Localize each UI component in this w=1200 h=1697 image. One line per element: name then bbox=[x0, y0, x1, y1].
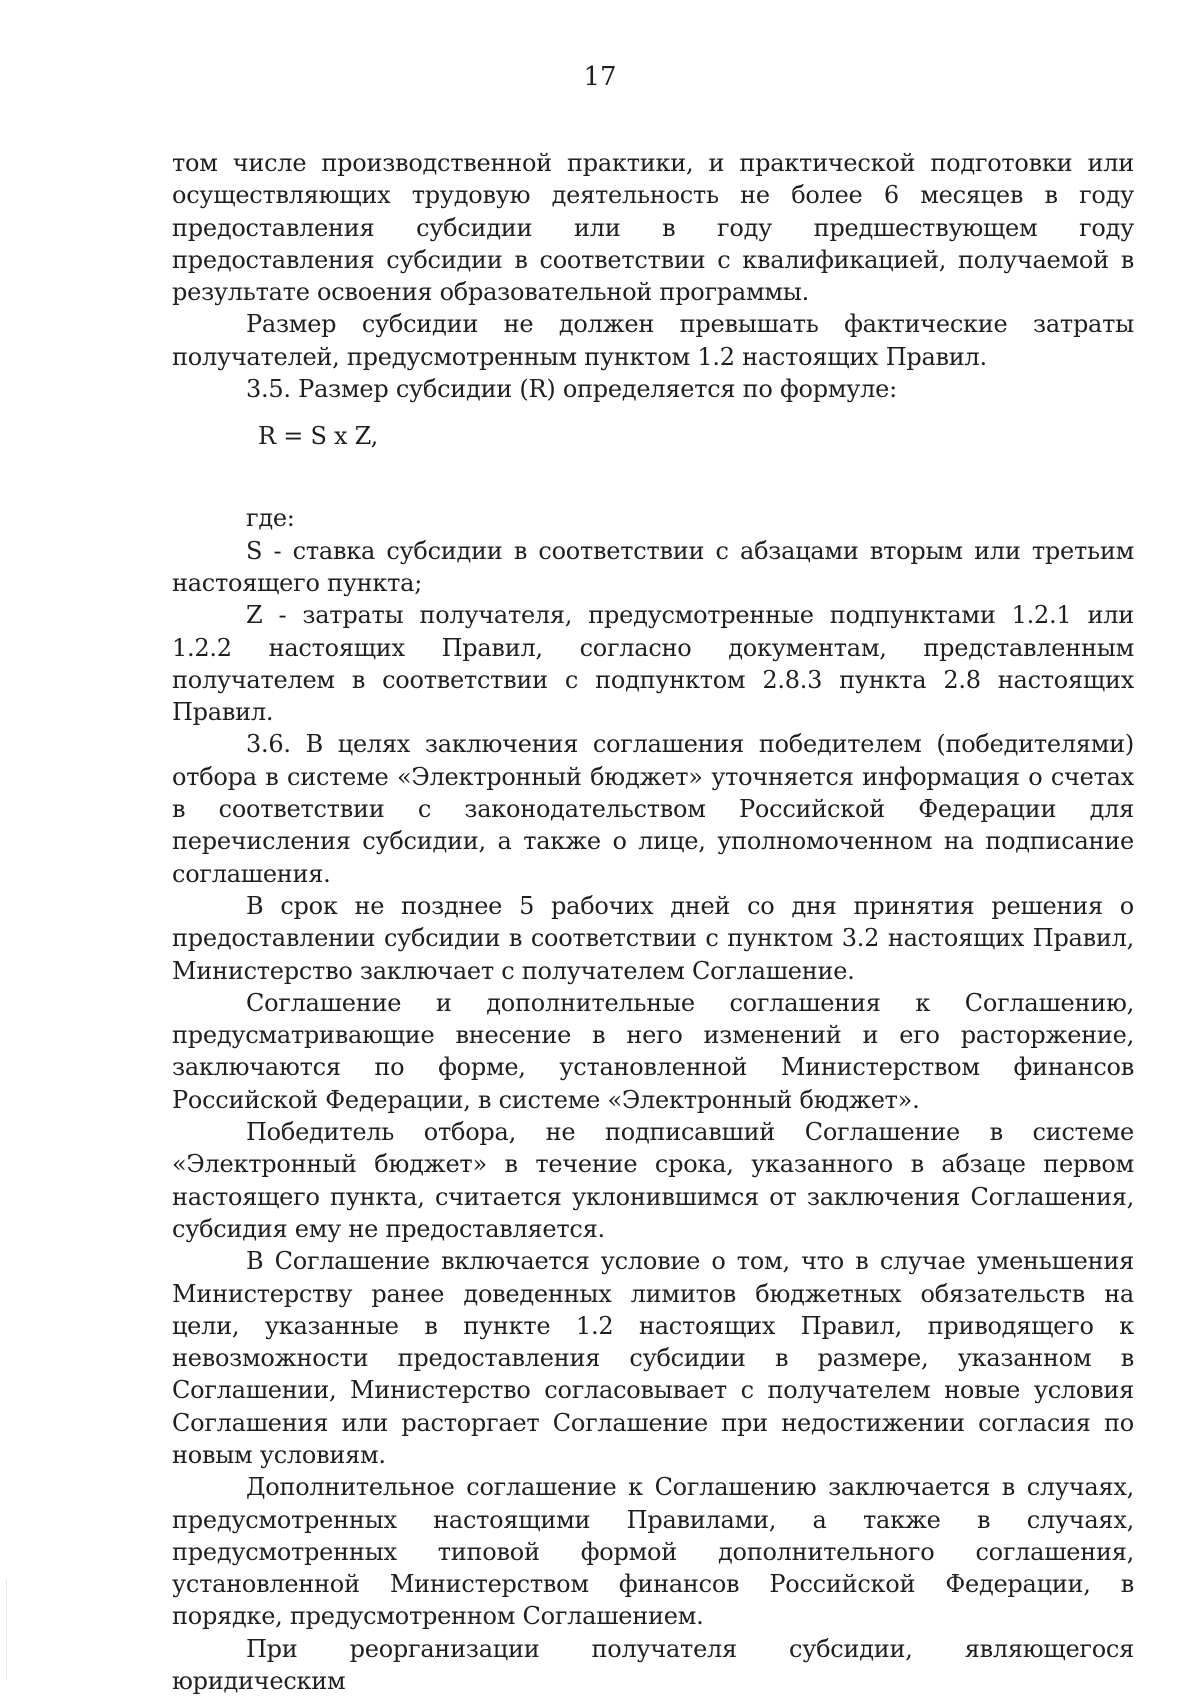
paragraph: Дополнительное соглашение к Соглашению заключается в случаях, предусмотренных настоящими Правилами, а также в случаях, предусмотренных типовой формой дополнительного соглашения, установленной Министерством финансов Российской Федерации, в порядке, предусмотренном Соглашением. bbox=[172, 1473, 1134, 1631]
paragraph-continues: При реорганизации получателя субсидии, являющегося юридическим bbox=[172, 1634, 1134, 1696]
formula: R = S x Z, bbox=[258, 422, 379, 451]
paragraph: Размер субсидии не должен превышать фактические затраты получателей, предусмотренным пунктом 1.2 настоящих Правил. bbox=[172, 310, 1134, 371]
paragraph: Z - затраты получателя, предусмотренные подпунктами 1.2.1 или 1.2.2 настоящих Правил, согласно документам, представленным получателем в соответствии с подпунктом 2.8.3 пункта 2.8 настоящих Правил. bbox=[172, 601, 1134, 727]
paragraph: В Соглашение включается условие о том, что в случае уменьшения Министерству ранее доведенных лимитов бюджетных обязательств на цели, указанные в пункте 1.2 настоящих Правил, приводящего к невозможности предоставления субсидии в размере, указанном в Соглашении, Министерство согласовывает с получателем новые условия Соглашения или расторгает Соглашение при недостижении согласия по новым условиям. bbox=[172, 1247, 1134, 1469]
paragraph: S - ставка субсидии в соответствии с абзацами вторым или третьим настоящего пункта; bbox=[172, 536, 1134, 597]
document-body bbox=[172, 147, 1134, 1697]
paragraph: Победитель отбора, не подписавший Соглашение в системе «Электронный бюджет» в течение срока, указанного в абзаце первом настоящего пункта, считается уклонившимся от заключения Соглашения, субсидия ему не предоставляется. bbox=[172, 1118, 1134, 1243]
scan-edge-mark bbox=[6, 1580, 9, 1680]
paragraph: 3.6. В целях заключения соглашения победителем (победителями) отбора в системе «Электронный бюджет» уточняется информация о счетах в соответствии с законодательством Российской Федерации для перечисления субсидии, а также о лице, уполномоченном на подписание соглашения. bbox=[172, 730, 1134, 888]
paragraph: 3.5. Размер субсидии (R) определяется по формуле: bbox=[246, 375, 897, 404]
paragraph: В срок не позднее 5 рабочих дней со дня принятия решения о предоставлении субсидии в соответствии с пунктом 3.2 настоящих Правил, Министерство заключает с получателем Соглашение. bbox=[172, 891, 1134, 985]
paragraph: где: bbox=[246, 504, 295, 533]
page-number: 17 bbox=[583, 62, 617, 92]
paragraph: том числе производственной практики, и практической подготовки или осуществляющих трудовую деятельность не более 6 месяцев в году предоставления субсидии или в году предшествующем году предоставления субсидии в соответствии с квалификацией, получаемой в результате освоения образовательной программы. bbox=[172, 149, 1134, 307]
paragraph: Соглашение и дополнительные соглашения к Соглашению, предусматривающие внесение в него изменений и его расторжение, заключаются по форме, установленной Министерством финансов Российской Федерации, в системе «Электронный бюджет». bbox=[172, 988, 1134, 1114]
